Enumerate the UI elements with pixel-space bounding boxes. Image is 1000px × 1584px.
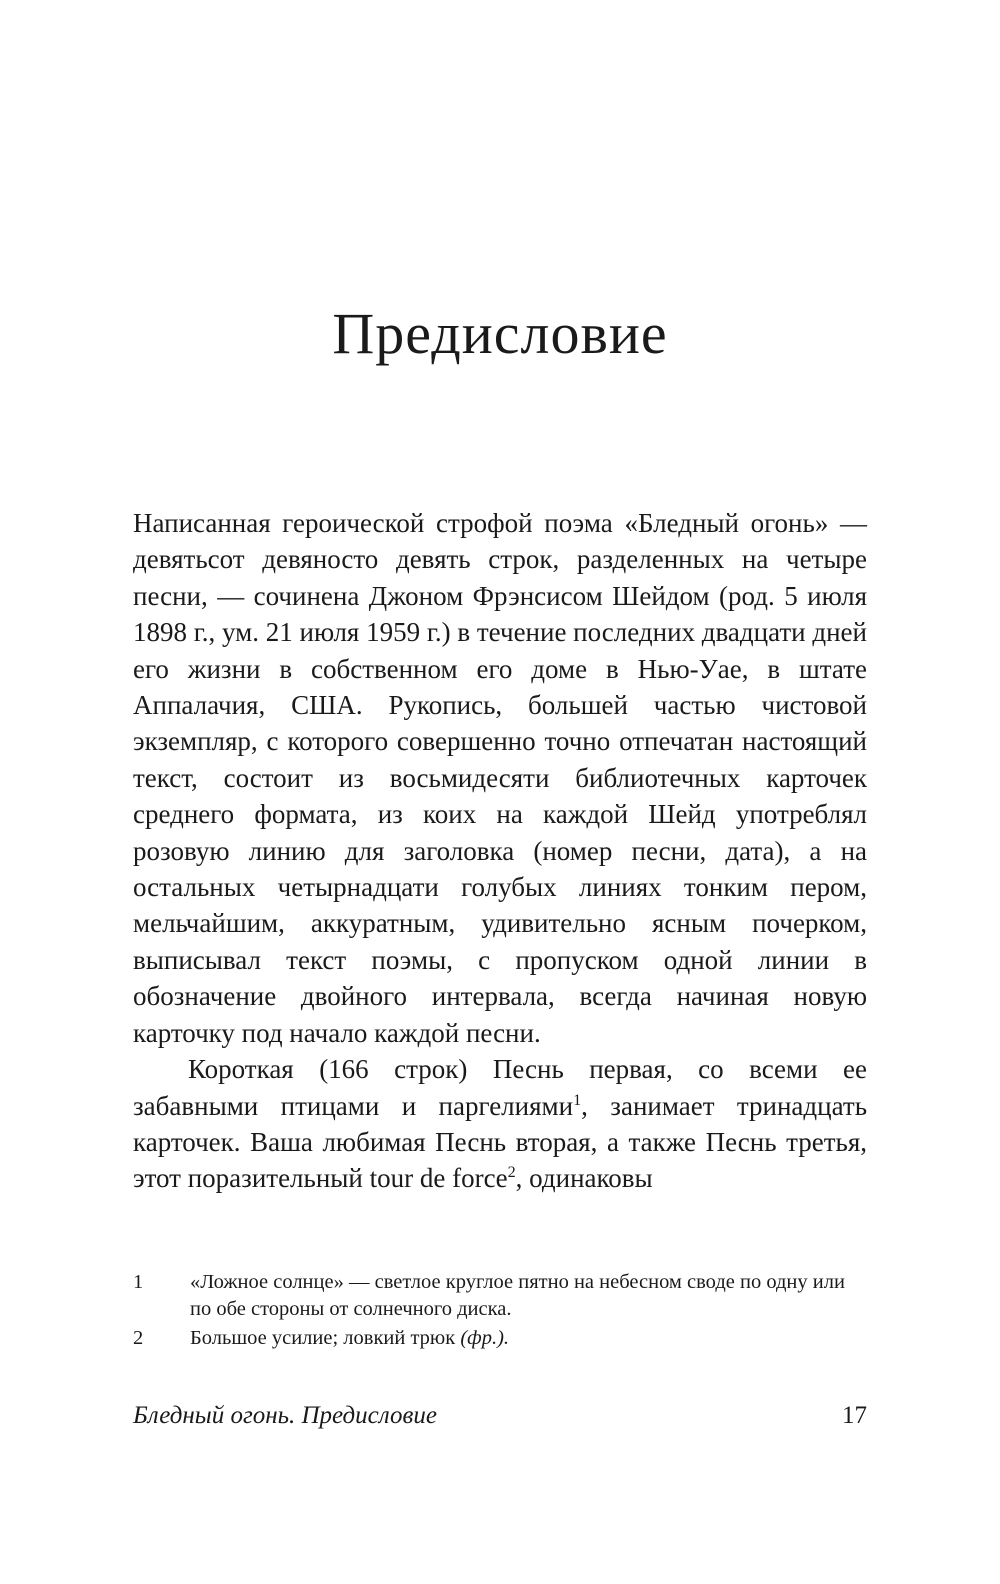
body-text	[133, 505, 867, 1197]
footnote-italic: (фр.).	[460, 1327, 510, 1349]
page-number: 17	[842, 1402, 867, 1429]
footnote-text: «Ложное солнце» — светлое круглое пятно на небесном своде по одну или по обе стороны от солнечного диска.	[190, 1271, 845, 1320]
footnote-ref-1: 1	[573, 1090, 582, 1109]
footnote-text: Большое усилие; ловкий трюк	[190, 1327, 461, 1349]
footnotes	[133, 1269, 867, 1354]
paragraph-2-part-3: , одинаковы	[515, 1163, 653, 1194]
page-title: Предисловие	[332, 301, 668, 366]
paragraph-2-part-1: Короткая (166 строк) Песнь первая, со всеми ее забавными птицами и паргелиями	[133, 1054, 867, 1121]
footnote-2	[133, 1325, 867, 1352]
paragraph-1: Написанная героической строфой поэма «Бледный огонь» — девятьсот девяносто девять строк, разделенных на четыре песни, — сочинена Джоном Фрэнсисом Шейдом (род. 5 июля 1898 г., ум. 21 июля 1959 г.) в течение последних двадцати дней его жизни в собственном его доме в Нью-Уае, в штате Аппалачия, США. Рукопись, большей частью чистовой экземпляр, с которого совершенно точно отпечатан настоящий текст, состоит из восьмидесяти библиотечных карточек среднего формата, из коих на каждой Шейд употреблял розовую линию для заголовка (номер песни, дата), а на остальных четырнадцати голубых линиях тонким пером, мельчайшим, аккуратным, удивительно ясным почерком, выписывал текст поэмы, с пропуском одной линии в обозначение двойного интервала, всегда начиная новую карточку под начало каждой песни.	[133, 508, 867, 1048]
paragraph-2-part-2: , занимает тринадцать карточек. Ваша любимая Песнь вторая, а также Песнь третья, этот поразительный tour de force	[133, 1090, 868, 1194]
footnote-ref-2: 2	[507, 1163, 516, 1182]
paragraph-2	[133, 1051, 867, 1197]
footnote-number: 2	[133, 1327, 144, 1349]
footnote-1	[133, 1269, 867, 1323]
footnote-number: 1	[133, 1271, 144, 1293]
running-title: Бледный огонь. Предисловие	[133, 1402, 437, 1429]
